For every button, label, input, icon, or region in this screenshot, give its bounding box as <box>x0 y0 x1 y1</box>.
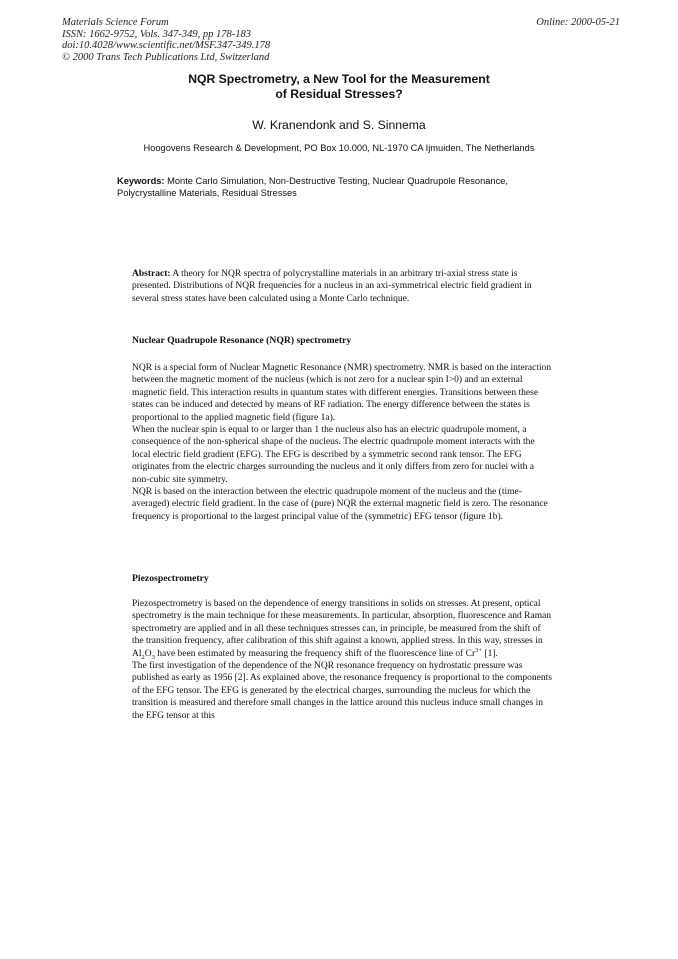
doi-line: doi:10.4028/www.scientific.net/MSF.347-349.178 <box>62 40 271 51</box>
abstract-label: Abstract: <box>132 269 171 279</box>
paragraph: NQR is a special form of Nuclear Magnetic Resonance (NMR) spectrometry. NMR is based on the interaction between the magnetic moment of the nucleus (which is not zero for a nuclear spin I>0) and an external magnetic field. This interaction results in quantum states with different energies. Transitions between these states can be induced and detected by means of RF radiation. The energy difference between the states is proportional to the applied magnetic field (figure 1a). <box>132 363 552 423</box>
section-heading-piezo: Piezospectrometry <box>132 573 209 584</box>
issn-line: ISSN: 1662-9752, Vols. 347-349, pp 178-183 <box>62 28 251 40</box>
superscript: 3+ <box>475 646 483 654</box>
paragraph: NQR is based on the interaction between the electric quadrupole moment of the nucleus and the (time-averaged) electric field gradient. In the case of (pure) NQR the external magnetic field is zero. The resonance frequency is proportional to the largest principal value of the (symmetric) EFG tensor (figure 1b). <box>132 487 548 522</box>
section-body-piezo <box>132 598 552 722</box>
text-run: [1]. <box>482 648 498 659</box>
abstract-text: A theory for NQR spectra of polycrystalline materials in an arbitrary tri-axial stress state is presented. Distributions of NQR frequencies for a nucleus in an axi-symmetrical electric field gradient in several stress states have been calculated using a Monte Carlo technique. <box>132 269 532 304</box>
title-line-1: NQR Spectrometry, a New Tool for the Measurement <box>188 72 490 86</box>
text-run: Piezospectrometry is based on the dependence of energy transitions in solids on stresses. At present, optical spectrometry is the main technique for these measurements. In particular, absorption, fluorescence and Raman spectrometry are applied and in all these techniques stresses can, in principle, be measured from the shift of the transition frequency, after calibration of this shift against a known, applied stress. In this way, stresses in Al <box>132 599 552 659</box>
section-heading-nqr: Nuclear Quadrupole Resonance (NQR) spectrometry <box>132 335 352 346</box>
journal-name: Materials Science Forum <box>62 17 169 28</box>
online-date: Online: 2000-05-21 <box>536 17 620 28</box>
title-line-2: of Residual Stresses? <box>275 87 403 101</box>
paper-title <box>0 72 678 102</box>
paragraph: The first investigation of the dependence of the NQR resonance frequency on hydrostatic pressure was published as early as 1956 [2]. As explained above, the resonance frequency is proportional to the components of the EFG tensor. The EFG is generated by the electrical charges, surrounding the nucleus for which the transition is measured and therefore small changes in the lattice around this nucleus induce small changes in the EFG tensor at this <box>132 661 552 721</box>
keywords <box>117 176 557 200</box>
keywords-text: Monte Carlo Simulation, Non-Destructive Testing, Nuclear Quadrupole Resonance, Polycrystalline Materials, Residual Stresses <box>117 176 509 198</box>
abstract <box>132 268 552 305</box>
text-run: have been estimated by measuring the frequency shift of the fluorescence line of Cr <box>154 648 476 659</box>
authors: W. Kranendonk and S. Sinnema <box>252 118 426 132</box>
paragraph: When the nuclear spin is equal to or larger than 1 the nucleus also has an electric quadrupole moment, a consequence of the non-spherical shape of the nucleus. The electric quadrupole moment interacts with the local electric field gradient (EFG). The EFG is described by a symmetric second rank tensor. The EFG originates from the electric charges surrounding the nucleus and it only differs from zero for nuclei with a non-cubic site symmetry. <box>132 425 535 485</box>
affiliation: Hoogovens Research & Development, PO Box 10.000, NL-1970 CA Ijmuiden, The Netherlands <box>143 143 535 153</box>
keywords-label: Keywords: <box>117 176 165 186</box>
paragraph <box>132 598 552 660</box>
subscript: 2 <box>141 653 145 661</box>
copyright-line: © 2000 Trans Tech Publications Ltd, Switzerland <box>62 51 270 63</box>
publication-info <box>62 17 270 63</box>
subscript: 3 <box>151 653 155 661</box>
section-body-nqr <box>132 362 552 523</box>
text-run: O <box>144 648 152 659</box>
